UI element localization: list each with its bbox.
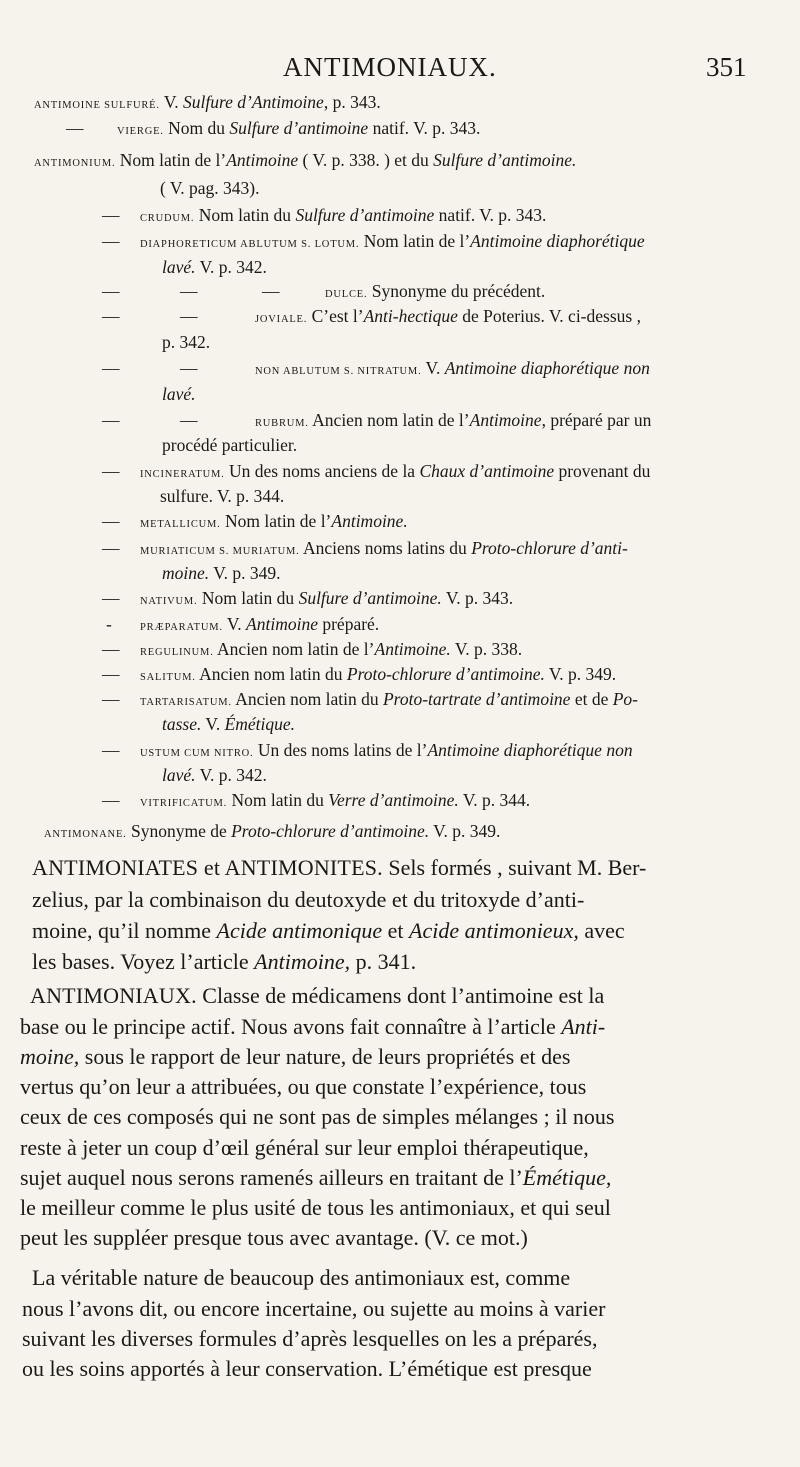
entry-text: Nom latin du <box>194 205 296 225</box>
entry-term: VIERGE. <box>117 126 164 137</box>
line-emphasis: Anti- <box>561 1014 606 1039</box>
entry-continuation <box>162 435 800 456</box>
entry-dash: — <box>180 358 198 378</box>
entry-term: RUBRUM. <box>255 418 309 429</box>
entry-praeparatum <box>140 614 800 635</box>
entry-term: CRUDUM. <box>140 213 195 224</box>
text-line <box>22 1356 592 1382</box>
line-text: p. 341. <box>350 949 417 974</box>
entry-continuation <box>162 714 800 735</box>
line-text: sous le rapport de leur nature, de leurs propriétés et des <box>79 1044 571 1069</box>
entry-term: ANTIMONIUM. <box>34 158 116 169</box>
entry-reference: Sulfure d’antimoine <box>229 118 369 138</box>
entry-joviale <box>255 306 800 327</box>
entry-text: ( V. p. 338. ) et du <box>298 150 434 170</box>
line-text: sujet auquel nous serons ramenés ailleurs en traitant de l’ <box>20 1165 523 1190</box>
entry-reference: Antimoine diaphorétique <box>470 231 645 251</box>
line-text: La véritable nature de beaucoup des antimoniaux est, comme <box>32 1265 571 1290</box>
entry-diaphoreticum <box>140 231 800 252</box>
line-text: zelius, par la combinaison du deutoxyde et du tritoxyde d’anti- <box>32 887 585 912</box>
entry-reference: Proto-chlorure d’anti- <box>471 538 628 558</box>
line-text: les bases. Voyez l’article <box>32 949 255 974</box>
entry-text: V. p. 343. <box>441 588 514 608</box>
page-number: 351 <box>706 52 747 82</box>
entry-dash: — <box>102 205 120 225</box>
entry-text: V. p. 342. <box>195 257 267 277</box>
entry-dash: — <box>102 306 120 326</box>
line-emphasis: Acide antimonieux, <box>409 918 579 943</box>
entry-continuation <box>160 486 800 507</box>
entry-reference: Po- <box>612 689 639 709</box>
entry-text: V. <box>159 92 184 112</box>
entry-reference: Antimoine. <box>331 511 408 531</box>
entry-metallicum <box>140 511 800 532</box>
entry-dash: - <box>106 614 112 634</box>
entry-term: REGULINUM. <box>140 647 214 658</box>
entry-text: Nom latin de l’ <box>115 150 227 170</box>
entry-text: Ancien nom latin de l’ <box>308 410 470 430</box>
line-text: moine, qu’il nomme <box>32 918 217 943</box>
entry-dash: — <box>102 588 120 608</box>
entry-text: natif. V. p. 343. <box>368 118 481 138</box>
entry-reference: Antimoine <box>469 410 542 430</box>
text-line <box>20 1044 570 1070</box>
text-line <box>20 1135 589 1161</box>
entry-vierge <box>117 118 800 139</box>
entry-text: Ancien nom latin de l’ <box>213 639 375 659</box>
entry-nativum <box>140 588 800 609</box>
entry-dash: — <box>102 639 120 659</box>
entry-term: USTUM CUM NITRO. <box>140 748 254 759</box>
entry-dulce <box>325 281 800 302</box>
headword: ANTIMONIATES et ANTIMONITES. <box>32 855 383 880</box>
entry-dash: — <box>102 511 120 531</box>
entry-reference: Sulfure d’antimoine <box>295 205 435 225</box>
entry-text: sulfure. V. p. 344. <box>160 486 285 506</box>
entry-text: Synonyme de <box>126 821 232 841</box>
entry-reference: Proto-tartrate d’antimoine <box>382 689 571 709</box>
line-emphasis: Émétique, <box>522 1165 612 1190</box>
entry-term: METALLICUM. <box>140 519 221 530</box>
entry-text: V. p. 344. <box>458 790 531 810</box>
line-text: reste à jeter un coup d’œil général sur leur emploi thérapeutique, <box>20 1135 589 1160</box>
entry-text: Anciens noms latins du <box>299 538 472 558</box>
entry-text: V. <box>222 614 247 634</box>
entry-term: VITRIFICATUM. <box>140 798 228 809</box>
entry-term: TARTARISATUM. <box>140 697 232 708</box>
text-line <box>20 1104 615 1130</box>
entry-term: ANTIMOINE SULFURÉ. <box>34 100 160 111</box>
entry-text: Ancien nom latin du <box>195 664 347 684</box>
entry-dash: — <box>102 410 120 430</box>
entry-text: natif. V. p. 343. <box>434 205 547 225</box>
entry-dash: — <box>262 281 280 301</box>
entry-reference: Antimoine diaphorétique non <box>444 358 650 378</box>
entry-term: NATIVUM. <box>140 596 198 607</box>
entry-dash: — <box>102 740 120 760</box>
line-text: nous l’avons dit, ou encore incertaine, ou sujette au moins à varier <box>22 1296 606 1321</box>
entry-term: DIAPHORETICUM ABLUTUM S. LOTUM. <box>140 239 360 250</box>
entry-reference: lavé. <box>162 384 196 404</box>
entry-continuation <box>162 257 800 278</box>
entry-text: V. <box>201 714 225 734</box>
line-emphasis: Antimoine, <box>254 949 351 974</box>
line-text: ou les soins apportés à leur conservation. L’émétique est presque <box>22 1356 592 1381</box>
entry-crudum <box>140 205 800 226</box>
entry-reference: tasse. <box>162 714 202 734</box>
text-line <box>32 855 646 881</box>
entry-term: INCINERATUM. <box>140 469 225 480</box>
text-line <box>20 1074 586 1100</box>
entry-reference: Anti-hectique <box>363 306 458 326</box>
entry-reference: Antimoine <box>246 614 318 634</box>
entry-dash: — <box>180 281 198 301</box>
entry-dash: — <box>66 118 84 138</box>
line-emphasis: moine, <box>20 1044 80 1069</box>
entry-text: C’est l’ <box>307 306 364 326</box>
entry-dash: — <box>102 538 120 558</box>
entry-antimoine-sulfure <box>34 92 800 113</box>
entry-term: DULCE. <box>325 289 368 300</box>
entry-reference: Émétique. <box>224 714 296 734</box>
entry-dash: — <box>102 689 120 709</box>
entry-dash: — <box>102 664 120 684</box>
entry-text: et de <box>570 689 613 709</box>
entry-term: NON ABLUTUM S. NITRATUM. <box>255 366 422 377</box>
text-line <box>32 887 584 913</box>
entry-reference: moine. <box>162 563 210 583</box>
entry-continuation <box>162 332 800 353</box>
text-line <box>22 1296 605 1322</box>
line-text: ceux de ces composés qui ne sont pas de simples mélanges ; il nous <box>20 1104 615 1129</box>
entry-continuation <box>162 563 800 584</box>
text-line <box>20 1165 611 1191</box>
line-text: Classe de médicamens dont l’antimoine est la <box>196 983 605 1008</box>
headword: ANTIMONIAUX. <box>30 983 197 1008</box>
line-text: avec <box>578 918 625 943</box>
entry-antimonane <box>44 821 800 842</box>
line-emphasis: Acide antimonique <box>216 918 383 943</box>
running-head <box>0 52 800 88</box>
entry-reference: Antimoine <box>226 150 299 170</box>
entry-salitum <box>140 664 800 685</box>
entry-dash: — <box>102 790 120 810</box>
line-text: base ou le principe actif. Nous avons fait connaître à l’article <box>20 1014 562 1039</box>
line-text: peut les suppléer presque tous avec avantage. (V. ce mot.) <box>20 1225 528 1250</box>
entry-rubrum <box>255 410 800 431</box>
line-text: vertus qu’on leur a attribuées, ou que constate l’expérience, tous <box>20 1074 587 1099</box>
entry-text: procédé particulier. <box>162 435 298 455</box>
text-line <box>32 949 416 975</box>
entry-dash: — <box>102 231 120 251</box>
entry-continuation <box>160 178 800 199</box>
entry-text: V. p. 338. <box>450 639 523 659</box>
entry-reference: Proto-chlorure d’antimoine. <box>231 821 430 841</box>
entry-vitrificatum <box>140 790 800 811</box>
entry-text: p. 342. <box>162 332 211 352</box>
entry-reference: Sulfure d’antimoine. <box>433 150 577 170</box>
entry-text: préparé. <box>317 614 380 634</box>
entry-reference: Sulfure d’antimoine. <box>298 588 442 608</box>
entry-dash: — <box>102 461 120 481</box>
entry-reference: Sulfure d’Antimoine <box>183 92 324 112</box>
entry-term: ANTIMONANE. <box>44 829 127 840</box>
entry-text: Nom latin de l’ <box>220 511 332 531</box>
entry-text: ( V. pag. 343). <box>160 178 260 198</box>
entry-continuation <box>162 384 800 405</box>
entry-term: MURIATICUM S. MURIATUM. <box>140 546 300 557</box>
text-line <box>20 1195 611 1221</box>
entry-text: Un des noms latins de l’ <box>253 740 428 760</box>
entry-continuation <box>162 765 800 786</box>
line-text: Sels formés , suivant M. Ber- <box>382 855 647 880</box>
entry-text: V. p. 342. <box>195 765 267 785</box>
entry-reference: lavé. <box>162 257 196 277</box>
text-line <box>32 918 625 944</box>
entry-term: JOVIALE. <box>255 314 308 325</box>
entry-text: provenant du <box>554 461 651 481</box>
entry-text: V. p. 349. <box>544 664 617 684</box>
entry-reference: Verre d’antimoine. <box>328 790 459 810</box>
line-text: suivant les diverses formules d’après lesquelles on les a préparés, <box>22 1326 598 1351</box>
entry-dash: — <box>180 410 198 430</box>
entry-dash: — <box>102 358 120 378</box>
entry-term: SALITUM. <box>140 672 196 683</box>
entry-reference: Antimoine diaphorétique non <box>427 740 633 760</box>
entry-tartarisatum <box>140 689 800 710</box>
entry-text: V. <box>421 358 445 378</box>
text-line <box>22 1326 598 1352</box>
entry-regulinum <box>140 639 800 660</box>
entry-incineratum <box>140 461 800 482</box>
entry-ustum-cum-nitro <box>140 740 800 761</box>
entry-reference: lavé. <box>162 765 196 785</box>
entry-text: , préparé par un <box>541 410 652 430</box>
entry-text: Synonyme du précédent. <box>367 281 546 301</box>
entry-text: Nom du <box>163 118 230 138</box>
entry-text: Nom latin du <box>227 790 329 810</box>
entry-reference: Chaux d’antimoine <box>419 461 555 481</box>
text-line <box>20 1225 528 1251</box>
text-line <box>30 983 604 1009</box>
text-line <box>32 1265 570 1291</box>
entry-muriaticum <box>140 538 800 559</box>
line-text: le meilleur comme le plus usité de tous les antimoniaux, et qui seul <box>20 1195 611 1220</box>
entry-text: Nom latin du <box>197 588 299 608</box>
entry-reference: Proto-chlorure d’antimoine. <box>346 664 545 684</box>
entry-text: , p. 343. <box>323 92 381 112</box>
entry-text: V. p. 349. <box>429 821 501 841</box>
entry-reference: Antimoine. <box>374 639 451 659</box>
text-line <box>20 1014 605 1040</box>
entry-non-ablutum <box>255 358 800 379</box>
running-title: ANTIMONIAUX. <box>283 52 497 82</box>
line-text: et <box>382 918 409 943</box>
entry-dash: — <box>180 306 198 326</box>
entry-text: de Poterius. V. ci-dessus , <box>457 306 641 326</box>
entry-text: Nom latin de l’ <box>359 231 471 251</box>
entry-antimonium <box>34 150 800 171</box>
entry-dash: — <box>102 281 120 301</box>
entry-text: Un des noms anciens de la <box>224 461 420 481</box>
entry-term: PRÆPARATUM. <box>140 622 223 633</box>
entry-text: Ancien nom latin du <box>231 689 383 709</box>
entry-text: V. p. 349. <box>209 563 281 583</box>
